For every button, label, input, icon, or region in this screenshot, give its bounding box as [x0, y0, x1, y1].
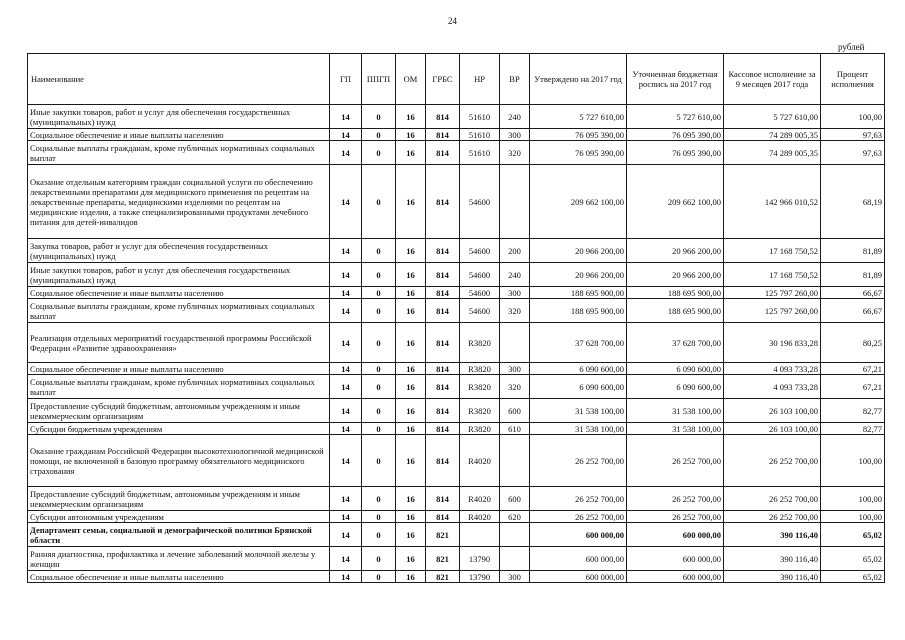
- cell-np: 54600: [460, 263, 500, 287]
- cell-approved: 600 000,00: [530, 523, 627, 547]
- cell-om: 16: [396, 363, 426, 375]
- table-header-row: [28, 54, 885, 105]
- cell-approved: 37 628 700,00: [530, 323, 627, 363]
- cell-name: Реализация отдельных мероприятий государственной программы Российской Федерации «Развитие здравоохранения»: [28, 323, 330, 363]
- cell-gp: 14: [330, 571, 362, 583]
- header-gp: ГП: [330, 54, 362, 105]
- cell-percent: 65,02: [821, 523, 885, 547]
- table-row: [28, 571, 885, 583]
- cell-refined: 76 095 390,00: [627, 141, 724, 165]
- cell-refined: 20 966 200,00: [627, 239, 724, 263]
- cell-gp: 14: [330, 165, 362, 239]
- cell-grbs: 814: [426, 487, 460, 511]
- cell-refined: 37 628 700,00: [627, 323, 724, 363]
- cell-approved: 188 695 900,00: [530, 287, 627, 299]
- cell-executed: 5 727 610,00: [724, 105, 821, 129]
- cell-gp: 14: [330, 105, 362, 129]
- header-name: Наименование: [28, 54, 330, 105]
- cell-gp: 14: [330, 399, 362, 423]
- cell-percent: 82,77: [821, 423, 885, 435]
- cell-approved: 31 538 100,00: [530, 399, 627, 423]
- cell-refined: 76 095 390,00: [627, 129, 724, 141]
- cell-executed: 26 103 100,00: [724, 423, 821, 435]
- table-row: [28, 239, 885, 263]
- cell-grbs: 814: [426, 141, 460, 165]
- cell-vr: 200: [500, 239, 530, 263]
- cell-vr: 320: [500, 299, 530, 323]
- cell-name: Иные закупки товаров, работ и услуг для обеспечения государственных (муниципальных) нужд: [28, 105, 330, 129]
- cell-gp: 14: [330, 299, 362, 323]
- cell-percent: 68,19: [821, 165, 885, 239]
- table-row: [28, 375, 885, 399]
- cell-name: Оказание гражданам Российской Федерации высокотехнологичной медицинской помощи, не включенной в базовую программу обязательного медицинского страхования: [28, 435, 330, 487]
- cell-vr: [500, 523, 530, 547]
- cell-refined: 6 090 600,00: [627, 375, 724, 399]
- cell-np: [460, 523, 500, 547]
- cell-vr: [500, 323, 530, 363]
- cell-approved: 76 095 390,00: [530, 141, 627, 165]
- cell-pgp: 0: [362, 511, 396, 523]
- cell-vr: 320: [500, 375, 530, 399]
- table-row: [28, 423, 885, 435]
- cell-approved: 6 090 600,00: [530, 375, 627, 399]
- cell-percent: 82,77: [821, 399, 885, 423]
- cell-executed: 26 252 700,00: [724, 511, 821, 523]
- units-label: рублей: [838, 42, 865, 52]
- page-number: 24: [448, 16, 457, 26]
- cell-approved: 20 966 200,00: [530, 239, 627, 263]
- cell-pgp: 0: [362, 363, 396, 375]
- cell-np: 54600: [460, 165, 500, 239]
- cell-np: R3820: [460, 323, 500, 363]
- cell-executed: 4 093 733,28: [724, 363, 821, 375]
- cell-grbs: 814: [426, 435, 460, 487]
- cell-om: 16: [396, 323, 426, 363]
- cell-pgp: 0: [362, 287, 396, 299]
- cell-vr: 240: [500, 263, 530, 287]
- cell-gp: 14: [330, 263, 362, 287]
- cell-grbs: 814: [426, 399, 460, 423]
- cell-pgp: 0: [362, 105, 396, 129]
- cell-vr: 300: [500, 287, 530, 299]
- cell-executed: 74 289 005,35: [724, 141, 821, 165]
- table-row: [28, 487, 885, 511]
- cell-pgp: 0: [362, 299, 396, 323]
- cell-grbs: 814: [426, 323, 460, 363]
- cell-om: 16: [396, 571, 426, 583]
- header-percent: Процент исполнения: [821, 54, 885, 105]
- cell-grbs: 814: [426, 105, 460, 129]
- cell-om: 16: [396, 263, 426, 287]
- cell-grbs: 814: [426, 287, 460, 299]
- cell-pgp: 0: [362, 239, 396, 263]
- cell-gp: 14: [330, 511, 362, 523]
- cell-approved: 26 252 700,00: [530, 487, 627, 511]
- cell-om: 16: [396, 399, 426, 423]
- cell-refined: 5 727 610,00: [627, 105, 724, 129]
- cell-refined: 600 000,00: [627, 571, 724, 583]
- cell-name: Департамент семьи, социальной и демографической политики Брянской области: [28, 523, 330, 547]
- cell-name: Иные закупки товаров, работ и услуг для обеспечения государственных (муниципальных) нужд: [28, 263, 330, 287]
- cell-refined: 26 252 700,00: [627, 487, 724, 511]
- cell-refined: 26 252 700,00: [627, 511, 724, 523]
- cell-pgp: 0: [362, 141, 396, 165]
- cell-refined: 188 695 900,00: [627, 299, 724, 323]
- cell-np: R3820: [460, 399, 500, 423]
- cell-approved: 209 662 100,00: [530, 165, 627, 239]
- cell-approved: 31 538 100,00: [530, 423, 627, 435]
- cell-om: 16: [396, 375, 426, 399]
- table-row: [28, 399, 885, 423]
- table-row: [28, 287, 885, 299]
- header-vr: ВР: [500, 54, 530, 105]
- cell-percent: 100,00: [821, 105, 885, 129]
- cell-om: 16: [396, 105, 426, 129]
- cell-executed: 17 168 750,52: [724, 263, 821, 287]
- table-row: [28, 511, 885, 523]
- cell-grbs: 821: [426, 571, 460, 583]
- cell-name: Социальное обеспечение и иные выплаты населению: [28, 129, 330, 141]
- cell-gp: 14: [330, 323, 362, 363]
- cell-name: Субсидии бюджетным учреждениям: [28, 423, 330, 435]
- cell-om: 16: [396, 129, 426, 141]
- cell-name: Социальное обеспечение и иные выплаты населению: [28, 363, 330, 375]
- cell-grbs: 814: [426, 511, 460, 523]
- cell-approved: 26 252 700,00: [530, 435, 627, 487]
- cell-approved: 20 966 200,00: [530, 263, 627, 287]
- cell-executed: 26 252 700,00: [724, 435, 821, 487]
- budget-table: [27, 53, 885, 583]
- cell-executed: 390 116,40: [724, 523, 821, 547]
- header-grbs: ГРБС: [426, 54, 460, 105]
- cell-pgp: 0: [362, 435, 396, 487]
- cell-gp: 14: [330, 141, 362, 165]
- cell-vr: 320: [500, 141, 530, 165]
- cell-percent: 66,67: [821, 299, 885, 323]
- cell-executed: 17 168 750,52: [724, 239, 821, 263]
- cell-pgp: 0: [362, 323, 396, 363]
- header-refined: Уточненная бюджетная роспись на 2017 год: [627, 54, 724, 105]
- cell-np: R4020: [460, 435, 500, 487]
- table-row: [28, 263, 885, 287]
- cell-np: R4020: [460, 511, 500, 523]
- cell-pgp: 0: [362, 399, 396, 423]
- cell-percent: 81,89: [821, 239, 885, 263]
- cell-np: 51610: [460, 129, 500, 141]
- cell-percent: 65,02: [821, 571, 885, 583]
- cell-pgp: 0: [362, 571, 396, 583]
- cell-pgp: 0: [362, 375, 396, 399]
- table-row: [28, 435, 885, 487]
- cell-grbs: 814: [426, 263, 460, 287]
- cell-pgp: 0: [362, 165, 396, 239]
- cell-grbs: 814: [426, 375, 460, 399]
- cell-om: 16: [396, 423, 426, 435]
- cell-refined: 31 538 100,00: [627, 423, 724, 435]
- cell-om: 16: [396, 165, 426, 239]
- cell-name: Социальные выплаты гражданам, кроме публичных нормативных социальных выплат: [28, 141, 330, 165]
- cell-refined: 209 662 100,00: [627, 165, 724, 239]
- cell-pgp: 0: [362, 547, 396, 571]
- cell-om: 16: [396, 523, 426, 547]
- cell-vr: [500, 165, 530, 239]
- cell-name: Предоставление субсидий бюджетным, автономным учреждениям и иным некоммерческим организациям: [28, 487, 330, 511]
- cell-gp: 14: [330, 375, 362, 399]
- table-row: [28, 165, 885, 239]
- header-pgp: ППГП: [362, 54, 396, 105]
- cell-name: Социальные выплаты гражданам, кроме публичных нормативных социальных выплат: [28, 299, 330, 323]
- cell-approved: 600 000,00: [530, 547, 627, 571]
- cell-np: 51610: [460, 141, 500, 165]
- cell-percent: 100,00: [821, 487, 885, 511]
- cell-percent: 80,25: [821, 323, 885, 363]
- cell-executed: 390 116,40: [724, 571, 821, 583]
- cell-refined: 6 090 600,00: [627, 363, 724, 375]
- cell-np: 54600: [460, 299, 500, 323]
- cell-executed: 4 093 733,28: [724, 375, 821, 399]
- header-executed: Кассовое исполнение за 9 месяцев 2017 года: [724, 54, 821, 105]
- cell-name: Социальное обеспечение и иные выплаты населению: [28, 287, 330, 299]
- table-row: [28, 129, 885, 141]
- cell-vr: [500, 547, 530, 571]
- cell-vr: 300: [500, 363, 530, 375]
- cell-pgp: 0: [362, 129, 396, 141]
- cell-executed: 390 116,40: [724, 547, 821, 571]
- cell-name: Социальные выплаты гражданам, кроме публичных нормативных социальных выплат: [28, 375, 330, 399]
- cell-name: Субсидии автономным учреждениям: [28, 511, 330, 523]
- cell-percent: 67,21: [821, 375, 885, 399]
- cell-vr: 600: [500, 487, 530, 511]
- cell-executed: 125 797 260,00: [724, 287, 821, 299]
- cell-np: 13790: [460, 571, 500, 583]
- cell-refined: 600 000,00: [627, 523, 724, 547]
- cell-pgp: 0: [362, 487, 396, 511]
- cell-pgp: 0: [362, 423, 396, 435]
- table-row: [28, 363, 885, 375]
- cell-gp: 14: [330, 287, 362, 299]
- cell-approved: 76 095 390,00: [530, 129, 627, 141]
- cell-vr: 300: [500, 571, 530, 583]
- cell-grbs: 814: [426, 299, 460, 323]
- cell-grbs: 814: [426, 423, 460, 435]
- cell-om: 16: [396, 435, 426, 487]
- cell-grbs: 814: [426, 239, 460, 263]
- cell-gp: 14: [330, 523, 362, 547]
- table-row: [28, 141, 885, 165]
- table-row: [28, 299, 885, 323]
- cell-np: 54600: [460, 287, 500, 299]
- cell-pgp: 0: [362, 263, 396, 287]
- cell-vr: 240: [500, 105, 530, 129]
- header-approved: Утверждено на 2017 год: [530, 54, 627, 105]
- cell-approved: 600 000,00: [530, 571, 627, 583]
- cell-executed: 30 196 833,28: [724, 323, 821, 363]
- cell-gp: 14: [330, 487, 362, 511]
- cell-np: 13790: [460, 547, 500, 571]
- cell-om: 16: [396, 511, 426, 523]
- cell-percent: 67,21: [821, 363, 885, 375]
- cell-np: 54600: [460, 239, 500, 263]
- cell-gp: 14: [330, 239, 362, 263]
- cell-refined: 188 695 900,00: [627, 287, 724, 299]
- cell-grbs: 821: [426, 523, 460, 547]
- cell-percent: 97,63: [821, 141, 885, 165]
- cell-om: 16: [396, 299, 426, 323]
- cell-refined: 600 000,00: [627, 547, 724, 571]
- cell-om: 16: [396, 141, 426, 165]
- cell-percent: 100,00: [821, 511, 885, 523]
- cell-np: R4020: [460, 487, 500, 511]
- cell-name: Предоставление субсидий бюджетным, автономным учреждениям и иным некоммерческим организациям: [28, 399, 330, 423]
- cell-vr: [500, 435, 530, 487]
- cell-approved: 5 727 610,00: [530, 105, 627, 129]
- cell-approved: 188 695 900,00: [530, 299, 627, 323]
- cell-np: 51610: [460, 105, 500, 129]
- table-row: [28, 323, 885, 363]
- cell-gp: 14: [330, 129, 362, 141]
- cell-gp: 14: [330, 363, 362, 375]
- cell-vr: 300: [500, 129, 530, 141]
- cell-percent: 66,67: [821, 287, 885, 299]
- cell-percent: 97,63: [821, 129, 885, 141]
- cell-percent: 65,02: [821, 547, 885, 571]
- cell-executed: 26 252 700,00: [724, 487, 821, 511]
- cell-np: R3820: [460, 363, 500, 375]
- cell-percent: 100,00: [821, 435, 885, 487]
- cell-executed: 26 103 100,00: [724, 399, 821, 423]
- cell-grbs: 821: [426, 547, 460, 571]
- cell-vr: 610: [500, 423, 530, 435]
- header-om: ОМ: [396, 54, 426, 105]
- cell-name: Социальное обеспечение и иные выплаты населению: [28, 571, 330, 583]
- cell-vr: 600: [500, 399, 530, 423]
- cell-refined: 26 252 700,00: [627, 435, 724, 487]
- cell-name: Ранняя диагностика, профилактика и лечение заболеваний молочной железы у женщин: [28, 547, 330, 571]
- cell-np: R3820: [460, 423, 500, 435]
- cell-gp: 14: [330, 547, 362, 571]
- cell-gp: 14: [330, 435, 362, 487]
- cell-om: 16: [396, 239, 426, 263]
- cell-om: 16: [396, 287, 426, 299]
- header-np: НР: [460, 54, 500, 105]
- cell-om: 16: [396, 487, 426, 511]
- cell-refined: 20 966 200,00: [627, 263, 724, 287]
- table-row: [28, 105, 885, 129]
- table-row: [28, 547, 885, 571]
- cell-refined: 31 538 100,00: [627, 399, 724, 423]
- cell-name: Оказание отдельным категориям граждан социальной услуги по обеспечению лекарственными препаратами для медицинского применения по рецептам на лекарственные препараты, медицинскими изделиями по рецептам на медицинские изделия, а также специализированными продуктами лечебного питания для детей-инвалидов: [28, 165, 330, 239]
- cell-executed: 125 797 260,00: [724, 299, 821, 323]
- cell-pgp: 0: [362, 523, 396, 547]
- cell-grbs: 814: [426, 129, 460, 141]
- cell-approved: 26 252 700,00: [530, 511, 627, 523]
- cell-approved: 6 090 600,00: [530, 363, 627, 375]
- cell-percent: 81,89: [821, 263, 885, 287]
- cell-grbs: 814: [426, 363, 460, 375]
- cell-gp: 14: [330, 423, 362, 435]
- cell-executed: 74 289 005,35: [724, 129, 821, 141]
- table-row: [28, 523, 885, 547]
- cell-np: R3820: [460, 375, 500, 399]
- cell-om: 16: [396, 547, 426, 571]
- cell-executed: 142 966 010,52: [724, 165, 821, 239]
- cell-name: Закупка товаров, работ и услуг для обеспечения государственных (муниципальных) нужд: [28, 239, 330, 263]
- cell-vr: 620: [500, 511, 530, 523]
- cell-grbs: 814: [426, 165, 460, 239]
